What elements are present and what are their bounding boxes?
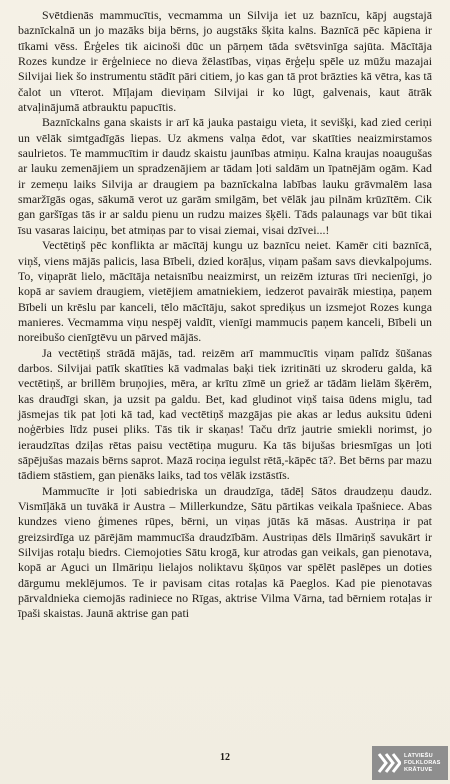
body-text — [18, 8, 432, 622]
archive-logo — [372, 746, 448, 780]
logo-line-2: FOLKLORAS — [404, 759, 441, 766]
paragraph-5: Mammucīte ir ļoti sabiedriska un draudzīga, tādēļ Sātos draudzeņu daudz. Vismīļākā un tuvākā ir Austra – Millerkundze, Sātu pārtikas veikala īpašniece. Abas kundzes vieno ģimenes rūpes, bērni, un viņas jūtās kā māsas. Austriņa ir pat greizsirdīga uz pārējām mammucīša draudzībām. Austriņas dēls Ilmāriņš savukārt ir Silvijas rotaļu biedrs. Ciemojoties Sātu krogā, kur atrodas gan veikals, gan pienotava, kopā ar Aguci un Ilmāriņu lielajos noliktavu šķūņos var spēlēt paslēpes un doties dārgumu meklējumos. Te ir pavisam citas rotaļas kā Paeglos. Kad pie pienotavas pārvaldnieka ciemojās radiniece no Rīgas, aktrise Vilma Vārna, tad bērniem rotaļas ir īpaši skaistas. Jaunā aktrise gan pati — [18, 483, 432, 621]
paragraph-4: Ja vectētiņš strādā mājās, tad. reizēm arī mammucītis viņam palīdz šūšanas darbos. Silvijai patīk skatīties kā vadmalas baķi tiek izritināti uz skroderu galda, kā vectētiņš, ar brillēm bruņojies, mēra, ar krītu zīmē un griež ar tādām lielām šķērēm, kas draudīgi skan, ja uzsit pa galdu. Bet, kad gludinot viņš taisa ūdens miglu, tad jāsmejas tik pat ļoti kā tad, kad vectētiņš mazgājas pie akas ar ledus auksitu ūdeni noģērbies līdz pusei pliks. Tās tik ir skaņas! Taču drīz jautrie smiekli norimst, jo ieraudzītas dziļas rētas paisu vectētiņa muguru. Ka tās bijušas briesmīgas un ļoti sāpējušas mazais bērns saprot. Mazā rociņa iegulst rētā,-kāpēc tā?. Bet bērns par mazu tādiem stāstiem, gan pienāks laiks, tad tos vēlāk izstāstīs. — [18, 345, 432, 483]
logo-line-1: LATVIEŠU — [404, 752, 433, 759]
paragraph-1: Svētdienās mammucītis, vecmamma un Silvija iet uz baznīcu, kāpj augstajā baznīckalnā un jo mazāks bija bērns, jo augstāks šķita kalns. Baznīcā pēc kāpiena ir tīkami vēss. Ērģeles tik aicinoši dūc un pārņem tāda svētsvinīga sajūta. Mācītāja Rozes kundze ir ērģelniece no dieva žēlastības, viņas ērģeļu spēle uz mūžu mazajai Silvijai liek šo instrumentu stādīt pāri citiem, jo kas gan tā prot brāzties kā vētra, kas tā čalot un vīterot. Mīļajam dieviņam Silvijai ir ko lūgt, galvenais, kaut ātrāk atvaļinājumā atbrauktu papucītis. — [18, 8, 432, 115]
page-number: 12 — [220, 752, 230, 763]
logo-line-3: KRĀTUVE — [404, 766, 433, 773]
logo-text — [404, 753, 441, 774]
paragraph-2: Baznīckalns gana skaists ir arī kā jauka pastaigu vieta, it sevišķi, kad zied ceriņi un vēlāk simtgadīgās liepas. Uz akmens valņa ēdot, var skatīties neaizmirstamos saulrietos. Te mammucītim ir daudz skaistu jaunības atmiņu. Kalna kraujas noaugušas ar lauku zemenājiem un spradzenājiem ar tādam ļoti saldām un īpatnējām ogām. Kad ir zemeņu laiks Silvija ar draugiem pa baznīckalna labības lauku grāvmalēm lasa smaržīgās ogas, sākumā verot uz garām smilgām, bet vēlāk jau pilnām krūzītēm. Cik gan garšīgas tās ir ar saldu pienu un rudzu maizes šķēli. Tāds palaunags var būt tikai īsu vasaras laiciņu, bet atmiņas par to visai ziemai, visai dzīvei...! — [18, 115, 432, 237]
paragraph-3: Vectētiņš pēc konflikta ar mācītāj kungu uz baznīcu neiet. Kamēr citi baznīcā, viņš, viens mājās palicis, lasa Bībeli, dzied korāļus, viņam pašam savs dievkalpojums. To, viņaprāt lielo, mācītāja netaisnību neaizmirst, un reizēm izturas tīri necienīgi, jo kopā ar saviem draugiem, vietējiem amatniekiem, iedzerot pavairāk miestiņa, paņem Bībeli un krēslu par kanceli, tēlo mācītāju, sakot sprediķus un izsmejot Rozes kunga manieres. Vecmamma viņu nespēj valdīt, vienīgi mammucis paņem kanceli, Bībeli un noreibušo cienīgtēvu un pārved mājās. — [18, 238, 432, 345]
lfk-logo-icon — [375, 750, 401, 776]
